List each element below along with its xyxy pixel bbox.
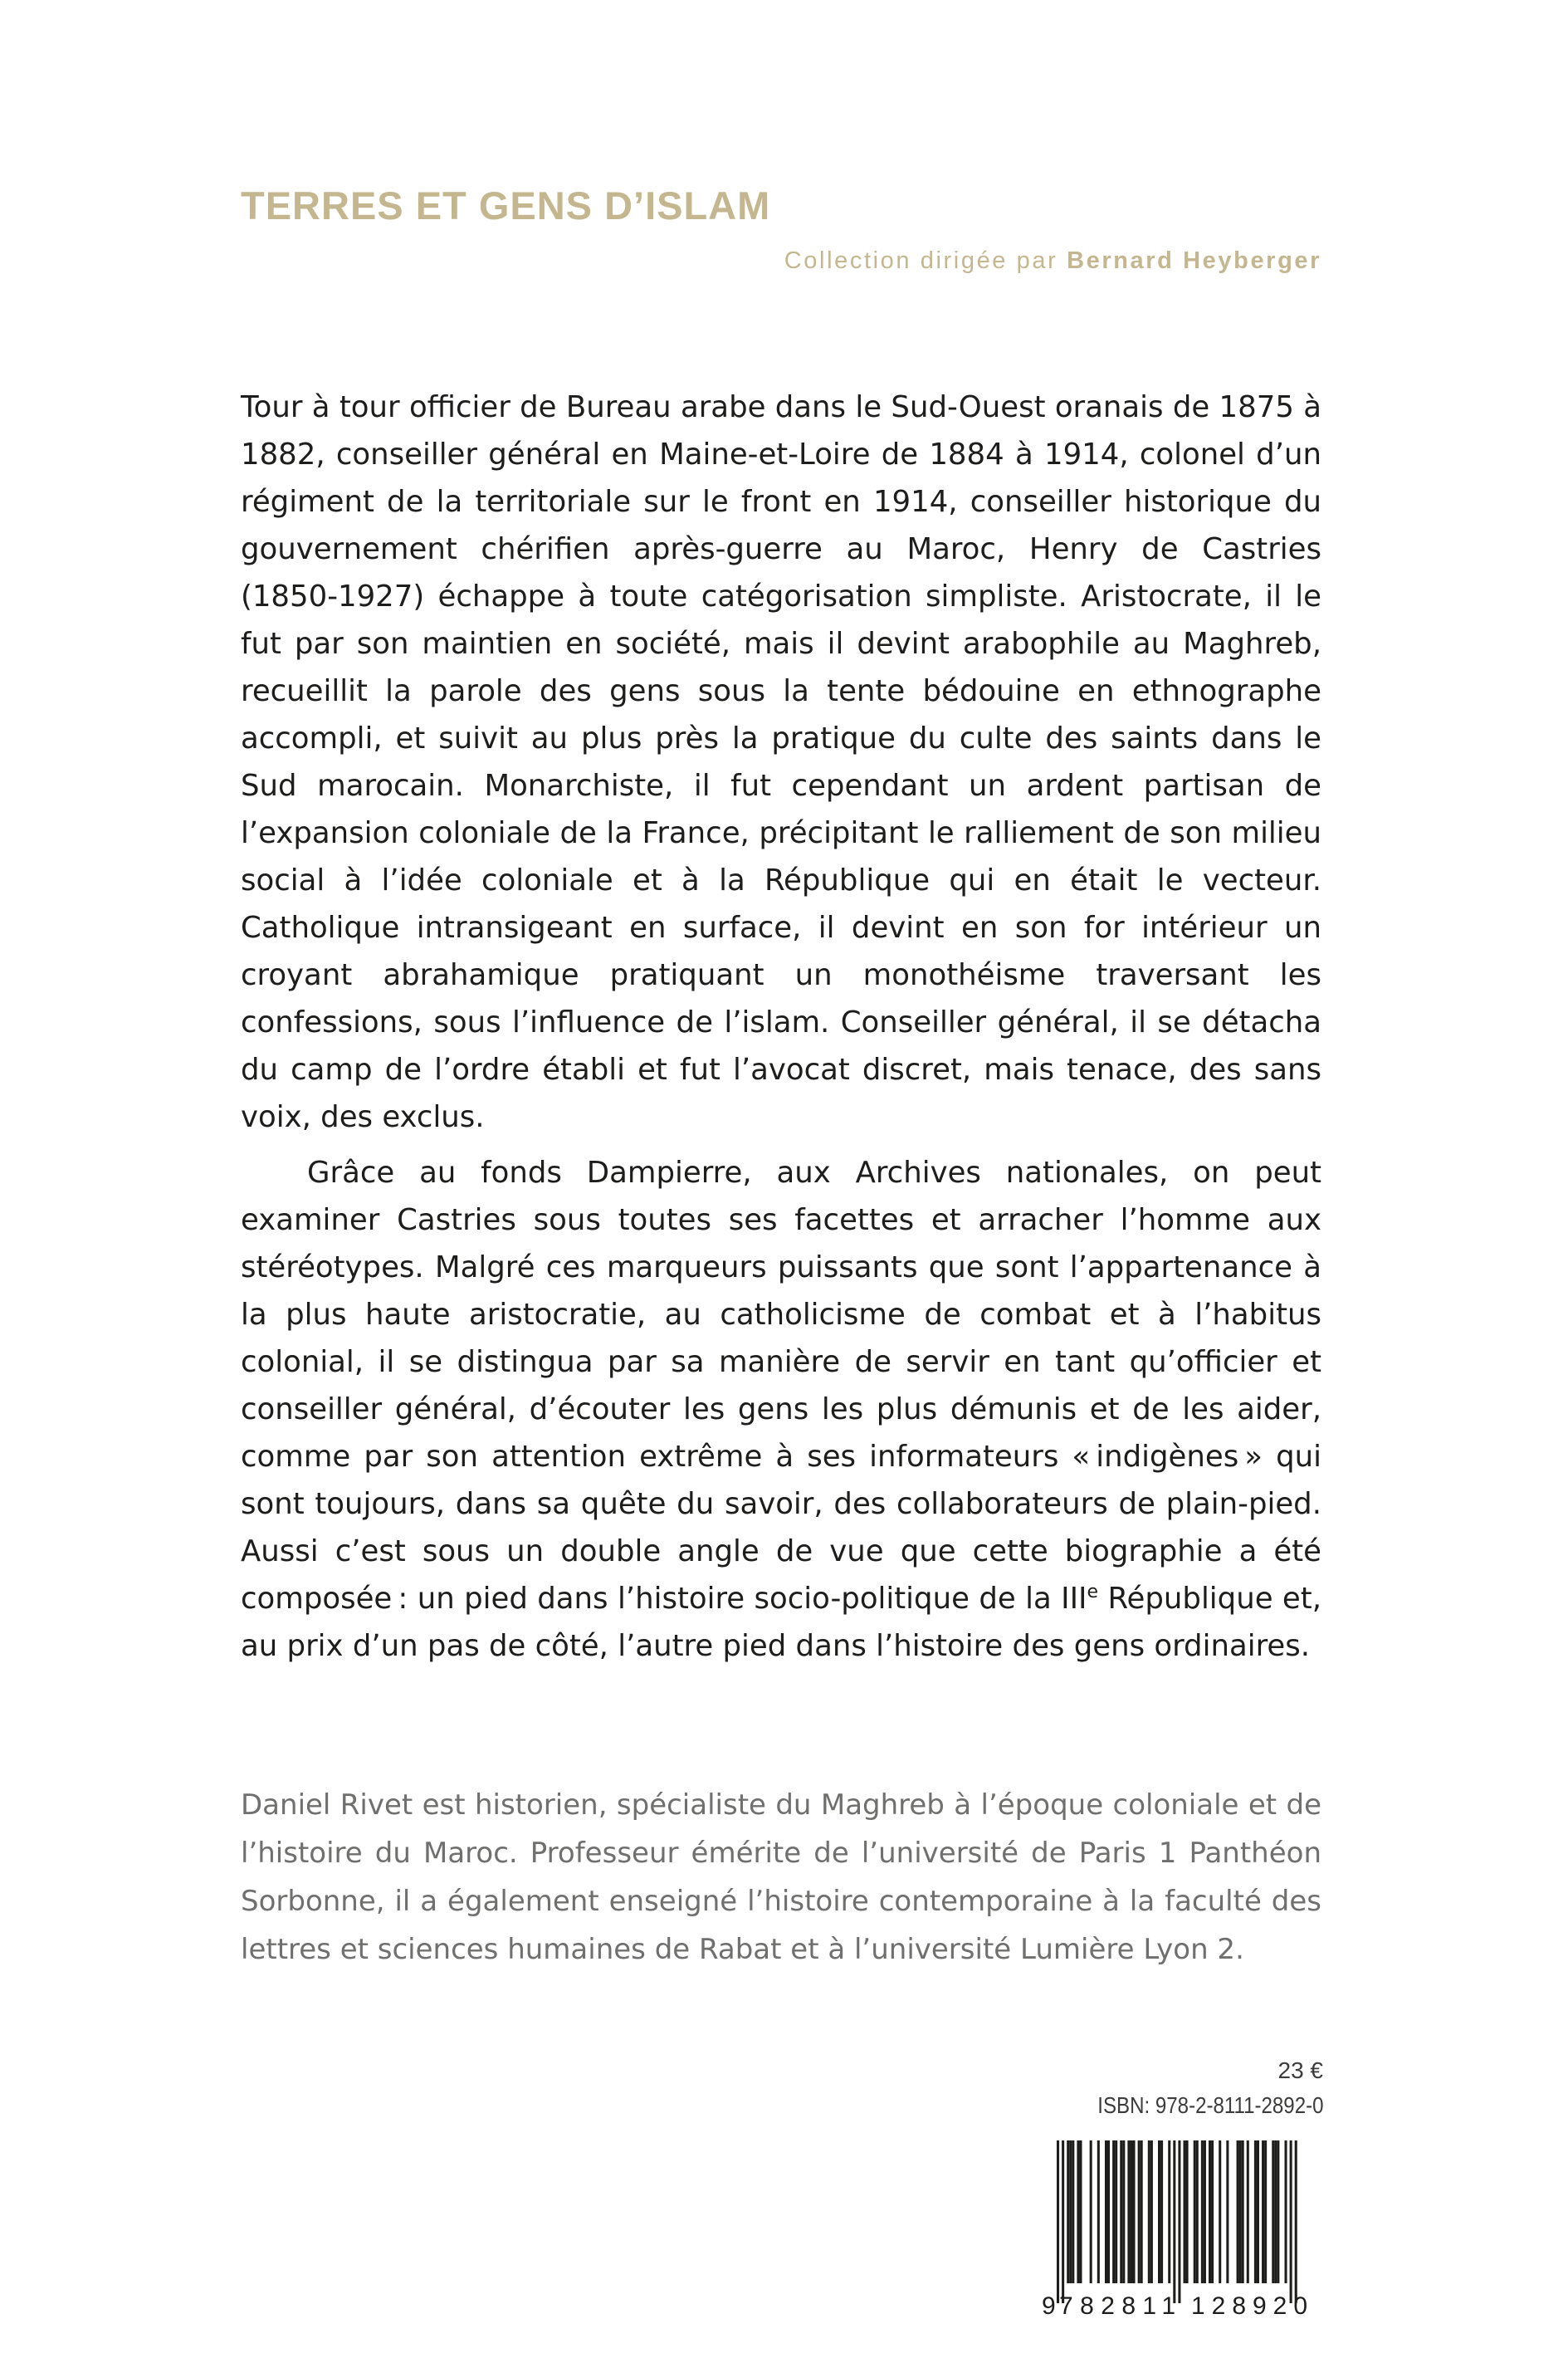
barcode-bar — [1272, 2140, 1274, 2283]
barcode-bar — [1107, 2140, 1110, 2283]
barcode-bar — [1277, 2140, 1279, 2283]
barcode-bar — [1069, 2140, 1072, 2283]
barcode-bar — [1090, 2140, 1092, 2283]
barcode-guard-bar — [1178, 2140, 1180, 2303]
barcode-bar — [1072, 2140, 1074, 2283]
blurb-paragraph-2-text-b: République et, au prix d’un pas de côté, l’autre pied dans l’histoire des gens ordinaires. — [241, 1582, 1321, 1663]
barcode-bar — [1150, 2140, 1153, 2283]
barcode-bar — [1257, 2140, 1259, 2283]
blurb-paragraph-2 — [241, 1149, 1321, 1670]
barcode-bar — [1079, 2140, 1082, 2283]
author-bio: Daniel Rivet est historien, spécialiste du Maghreb à l’époque coloniale et de l’histoire du Maroc. Professeur émérite de l’université de Paris 1 Panthéon Sorbonne, il a également enseigné l’histoire contemporaine à la faculté des lettres et sciences humaines de Rabat et à l’université Lumière Lyon 2. — [241, 1788, 1321, 1966]
collection-prefix: Collection dirigée par — [784, 247, 1058, 274]
back-cover-blurb — [241, 384, 1321, 1670]
barcode-bar — [1211, 2140, 1214, 2283]
barcode-bar — [1274, 2140, 1277, 2283]
barcode-bar — [1141, 2140, 1143, 2283]
barcode-lead-digit: 9 — [1042, 2292, 1056, 2319]
barcode-bar — [1254, 2140, 1257, 2283]
barcode-guard-bar — [1057, 2140, 1059, 2303]
barcode-bar — [1127, 2140, 1130, 2283]
barcode-bar — [1262, 2140, 1264, 2283]
series-title: TERRES ET GENS D’ISLAM — [241, 183, 771, 227]
barcode-bar — [1168, 2140, 1170, 2283]
barcode-bar — [1194, 2140, 1196, 2283]
barcode-graphic — [1040, 2140, 1322, 2319]
barcode-left-digits: 782811 — [1059, 2292, 1175, 2319]
barcode-bar — [1242, 2140, 1244, 2283]
collection-director: Bernard Heyberger — [1067, 247, 1321, 274]
barcode-bar — [1239, 2140, 1242, 2283]
barcode-bar — [1158, 2140, 1160, 2283]
barcode-bar — [1184, 2140, 1186, 2283]
barcode-bar — [1237, 2140, 1239, 2283]
barcode-guard-bar — [1295, 2140, 1297, 2303]
barcode-guard-bar — [1062, 2140, 1064, 2303]
barcode-bar — [1201, 2140, 1204, 2283]
barcode-bar — [1115, 2140, 1117, 2283]
barcode-bar — [1097, 2140, 1100, 2283]
roman-numeral-suffix: e — [1087, 1582, 1099, 1603]
barcode-bar — [1204, 2140, 1206, 2283]
collection-credit — [784, 247, 1321, 275]
barcode-bar — [1122, 2140, 1125, 2283]
barcode-bar — [1105, 2140, 1107, 2283]
barcode-bar — [1067, 2140, 1069, 2283]
barcode-bar — [1186, 2140, 1189, 2283]
isbn: ISBN: 978-2-8111-2892-0 — [1097, 2092, 1323, 2118]
barcode-bar — [1130, 2140, 1132, 2283]
barcode-bar — [1112, 2140, 1115, 2283]
barcode-bar — [1285, 2140, 1287, 2283]
barcode-bar — [1226, 2140, 1229, 2283]
barcode-bar — [1148, 2140, 1150, 2283]
barcode-bar — [1264, 2140, 1267, 2283]
blurb-paragraph-1: Tour à tour officier de Bureau arabe dans le Sud-Ouest oranais de 1875 à 1882, conseiller général en Maine-et-Loire de 1884 à 1914, colonel d’un régiment de la territoriale sur le front en 1914, conseiller historique du gouvernement chérifien après-guerre au Maroc, Henry de Castries (1850-1927) échappe à toute catégorisation simpliste. Aristocrate, il le fut par son maintien en société, mais il devint arabophile au Maghreb, recueillit la parole des gens sous la tente bédouine en ethnographe accompli, et suivit au plus près la pratique du culte des saints dans le Sud marocain. Monarchiste, il fut cependant un ardent partisan de l’expansion coloniale de la France, précipitant le ralliement de son milieu social à l’idée coloniale et à la République qui en était le vecteur. Catholique intransigeant en surface, il devint en son for intérieur un croyant abrahamique pratiquant un monothéisme traversant les confessions, sous l’influence de l’islam. Conseiller général, il se détacha du camp de l’ordre établi et fut l’avocat discret, mais tenace, des sans voix, des exclus. — [241, 390, 1321, 1134]
barcode-bar — [1138, 2140, 1141, 2283]
barcode-bar — [1077, 2140, 1079, 2283]
barcode-guard-bar — [1173, 2140, 1175, 2303]
barcode-bar — [1196, 2140, 1199, 2283]
barcode-bar — [1133, 2140, 1136, 2283]
barcode-bars — [1057, 2140, 1297, 2303]
barcode-bar — [1209, 2140, 1211, 2283]
barcode-bar — [1247, 2140, 1249, 2283]
barcode — [1040, 2140, 1322, 2319]
barcode-bar — [1219, 2140, 1221, 2283]
barcode-guard-bar — [1290, 2140, 1292, 2303]
barcode-bar — [1120, 2140, 1122, 2283]
barcode-right-digits: 128920 — [1191, 2292, 1307, 2319]
price: 23 € — [1277, 2057, 1323, 2083]
barcode-bar — [1160, 2140, 1163, 2283]
blurb-paragraph-2-text-a: Grâce au fonds Dampierre, aux Archives nationales, on peut examiner Castries sous toutes ses facettes et arracher l’homme aux stéréotypes. Malgré ces marqueurs puissants que sont l’appartenance à la plus haute aristocratie, au catholicisme de combat et à l’habitus colonial, il se distingua par sa manière de servir en tant qu’officier et conseiller général, d’écouter les gens les plus démunis et de les aider, comme par son attention extrême à ses informateurs « indigènes » qui sont toujours, dans sa quête du savoir, des collaborateurs de plain-pied. Aussi c’est sous un double angle de vue que cette biographie a été composée : un pied dans l’histoire socio-politique de la III — [241, 1156, 1321, 1616]
